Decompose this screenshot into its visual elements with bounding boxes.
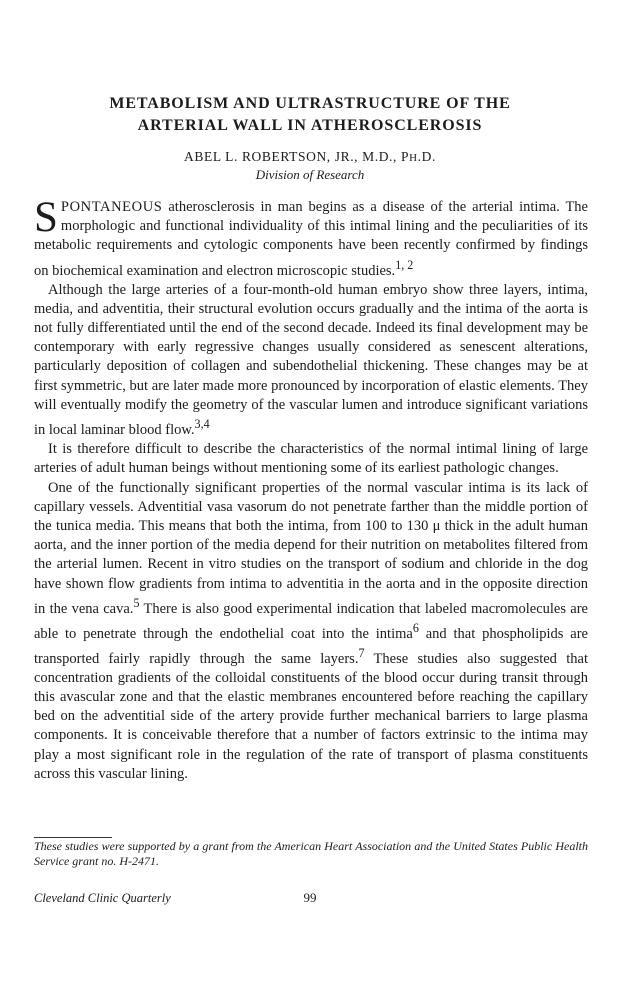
reference-marker: 6 (412, 620, 419, 635)
paragraph-4-text-d: These studies also suggested that concentration gradients of the colloidal constituents of the blood occur during transit through this avascular zone and that the elastic membranes encountered before reaching the capillary bed on the adventitial side of the artery provide further mechanical barriers to large plasma components. It is conceivable therefore that a number of factors extrinsic to the intima may play a most significant role in the regulation of the rate of transport of plasma constituents across this vascular lining. (34, 650, 588, 782)
drop-cap: S (34, 194, 58, 241)
funding-footnote: These studies were supported by a grant from the American Heart Association and the United States Public Health Service grant no. H-2471. (34, 839, 588, 868)
reference-marker: 1, 2 (395, 257, 414, 272)
reference-marker: 5 (133, 595, 140, 610)
author-byline (0, 149, 620, 165)
author-degree-small-caps: H (409, 152, 418, 164)
paragraph-1-text: atherosclerosis in man begins as a disease of the arterial intima. The morphologic and functional individuality of this intimal lining and the peculiarities of its metabolic requirements and cytologic components have been recently confirmed by findings on biochemical examination and electron microscopic studies. (34, 199, 588, 279)
paragraph-4 (34, 479, 588, 785)
reference-marker: 7 (358, 645, 365, 660)
lead-in-caps: PONTANEOUS (60, 199, 163, 215)
author-name: ABEL L. ROBERTSON, JR., M.D., P (184, 149, 410, 164)
paragraph-4-text-a: One of the functionally significant properties of the normal vascular intima is its lack of capillary vessels. Adventitial vasa vasorum do not penetrate farther than the middle portion of the tunica media. This means that both the intima, from 100 to 130 μ thick in the adult human aorta, and the inner portion of the media depend for their nutrition on metabolites filtered from the arterial lumen. Recent in vitro studies on the transport of sodium and chloride in the dog have shown flow gradients from intima to adventitia in the aorta and in the opposite direction in the vena cava. (34, 479, 588, 617)
paragraph-4-text-c: and that phospholipids are transported fairly rapidly through the same layers. (34, 625, 588, 667)
paragraph-3: It is therefore difficult to describe the characteristics of the normal intimal lining of large arteries of adult human beings without mentioning some of its earliest pathologic changes. (34, 441, 588, 477)
paragraph-2-text: Although the large arteries of a four-month-old human embryo show three layers, intima, media, and adventitia, their structural evolution occurs gradually and the intima of the aorta is not fully differentiated until the end of the second decade. Indeed its final development may be contemporary with early regressive changes usually considered as senescent alterations, particularly deposition of collagen and subendothelial thickening. These changes may be at first symmetric, but are later made more pronounced by incorporation of elastic elements. They will eventually modify the geometry of the vascular lumen and introduce significant variations in local laminar blood flow. (34, 281, 588, 438)
paragraph-4-text-b: There is also good experimental indication that labeled macromolecules are able to penetrate through the endothelial coat into the intima (34, 600, 588, 642)
page-number: 99 (303, 890, 317, 905)
article-title-line-2: ARTERIAL WALL IN ATHEROSCLEROSIS (137, 117, 483, 134)
journal-name: Cleveland Clinic Quarterly (34, 891, 171, 905)
footnote-divider (34, 837, 112, 838)
article-body (34, 194, 588, 784)
author-affiliation: Division of Research (255, 167, 365, 182)
paragraph-2 (34, 281, 588, 440)
author-degree-end: .D. (417, 149, 436, 164)
reference-marker: 3,4 (194, 417, 210, 432)
article-title-line-1: METABOLISM AND ULTRASTRUCTURE OF THE (109, 95, 511, 112)
paragraph-1 (34, 194, 588, 281)
